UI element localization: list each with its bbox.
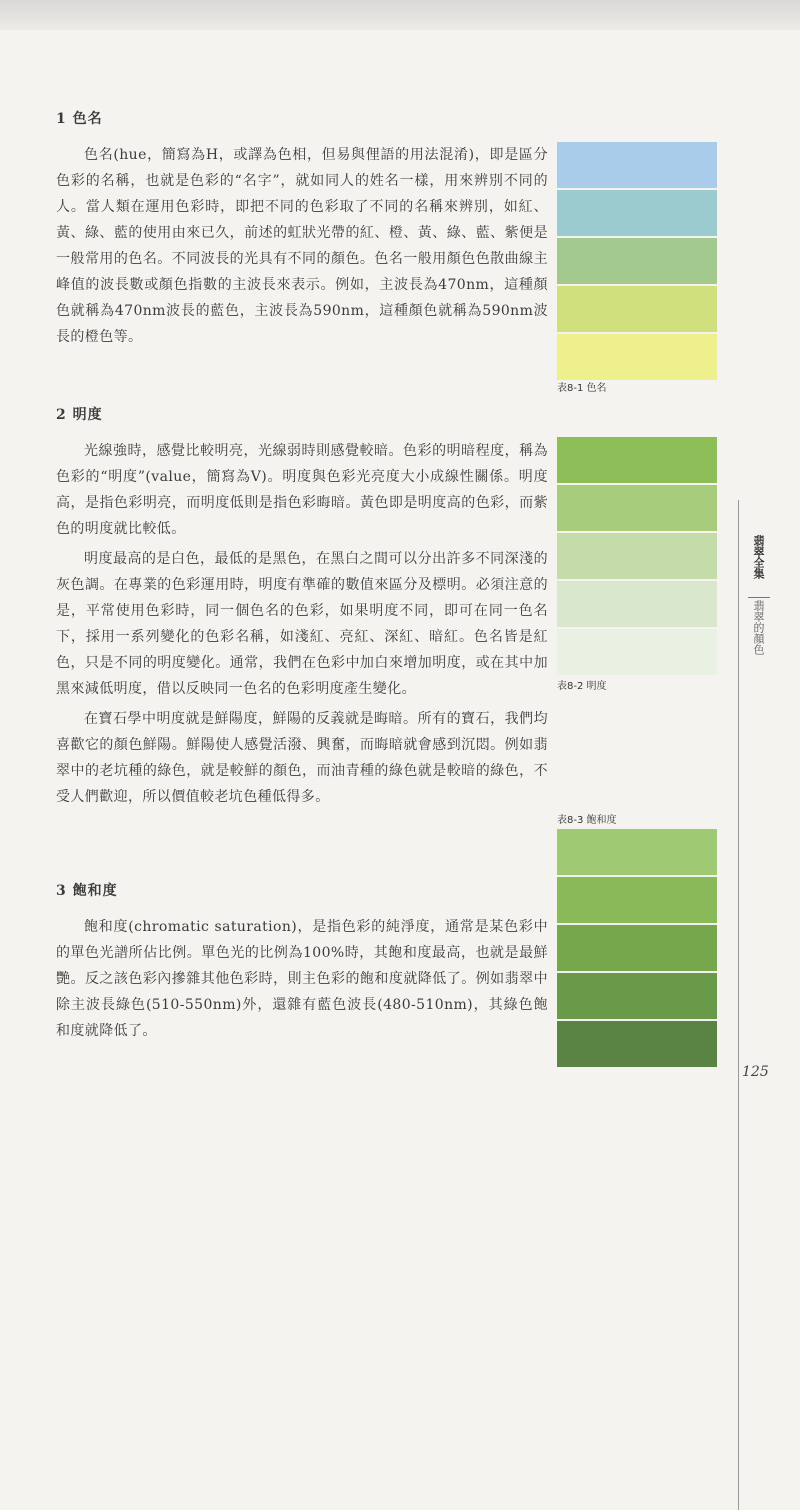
paragraph: 飽和度(chromatic saturation)，是指色彩的純淨度，通常是某色彩中的單色光譜所佔比例。單色光的比例為100%時，其飽和度最高，也就是最鮮艷。反之該色彩內摻雜其他色彩時，則主色彩的飽和度就降低了。例如翡翠中除主波長綠色(510-550nm)外，還雜有藍色波長(480-510nm)，其綠色飽和度就降低了。 [56,919,548,1039]
section-heading: 1 色名 [56,111,103,127]
color-swatch [557,629,717,675]
paragraph: 在寶石學中明度就是鮮陽度，鮮陽的反義就是晦暗。所有的寶石，我們均喜歡它的顏色鮮陽。鮮陽使人感覺活潑、興奮，而晦暗就會感到沉悶。例如翡翠中的老坑種的綠色，就是較鮮的顏色，而油青種的綠色就是較暗的綠色，不受人們歡迎，所以價值較老坑色種低得多。 [56,711,548,805]
color-swatch [557,485,717,531]
color-swatch [557,1021,717,1067]
page-number: 125 [742,1064,769,1080]
section-saturation [56,880,548,1044]
color-swatch [557,925,717,971]
book-title: 翡翠全集 [752,535,765,579]
color-swatch [557,238,717,284]
color-swatch [557,829,717,875]
scan-top-edge [0,0,800,30]
paragraph: 明度最高的是白色，最低的是黑色，在黑白之間可以分出許多不同深淺的灰色調。在專業的色彩運用時，明度有準確的數值來區分及標明。必須注意的是，平常使用色彩時，同一個色名的色彩，如果明度不同，即可在同一色名下，採用一系列變化的色彩名稱，如淺紅、亮紅、深紅、暗紅。色名皆是紅色，只是不同的明度變化。通常，我們在色彩中加白來增加明度，或在其中加黑來減低明度，借以反映同一色名的色彩明度產生變化。 [56,551,548,697]
color-swatch [557,190,717,236]
figure-value-swatches [557,437,717,677]
section-heading: 3 飽和度 [56,883,118,899]
color-swatch [557,581,717,627]
section-heading: 2 明度 [56,407,103,423]
section-value [56,404,548,810]
figure-hue-swatches [557,142,717,382]
color-swatch [557,334,717,380]
color-swatch [557,437,717,483]
color-swatch [557,533,717,579]
figure-caption: 表8-2 明度 [557,681,607,692]
margin-tick [748,597,770,598]
color-swatch [557,877,717,923]
color-swatch [557,286,717,332]
figure-caption: 表8-1 色名 [557,383,607,394]
section-hue [56,108,548,350]
paragraph: 光線強時，感覺比較明亮，光線弱時則感覺較暗。色彩的明暗程度，稱為色彩的“明度”(value，簡寫為V)。明度與色彩光亮度大小成線性關係。明度高，是指色彩明亮，而明度低則是指色彩晦暗。黃色即是明度高的色彩，而紫色的明度就比較低。 [56,443,548,537]
margin-rule [738,500,739,1510]
figure-caption: 表8-3 飽和度 [557,815,617,826]
paragraph: 色名(hue，簡寫為H，或譯為色相，但易與俚語的用法混淆)，即是區分色彩的名稱，也就是色彩的“名字”，就如同人的姓名一樣，用來辨別不同的人。當人類在運用色彩時，即把不同的色彩取了不同的名稱來辨別，如紅、黃、綠、藍的使用由來已久，前述的虹狀光帶的紅、橙、黃、綠、藍、紫便是一般常用的色名。不同波長的光具有不同的顏色。色名一般用顏色色散曲線主峰值的波長數或顏色指數的主波長來表示。例如，主波長為470nm，這種顏色就稱為470nm波長的藍色，主波長為590nm，這種顏色就稱為590nm波長的橙色等。 [56,147,548,345]
color-swatch [557,973,717,1019]
chapter-title: 翡翠的顏色 [752,600,765,655]
figure-saturation-swatches [557,829,717,1069]
color-swatch [557,142,717,188]
